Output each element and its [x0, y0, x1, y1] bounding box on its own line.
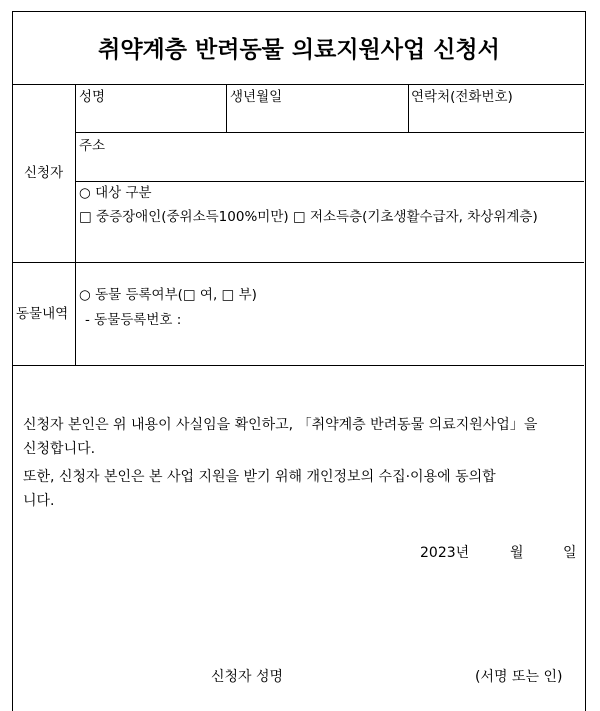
- animal-registration-status: ○ 동물 등록여부(□ 여, □ 부): [79, 287, 257, 303]
- target-category-options: □ 중증장애인(중위소득100%미만) □ 저소득층(기초생활수급자, 차상위계층): [79, 209, 538, 225]
- date-month: 월: [510, 545, 524, 561]
- date-year: 2023년: [420, 545, 470, 561]
- signer-name-label: 신청자 성명: [211, 669, 284, 685]
- animal-divider: [13, 365, 584, 366]
- consent-line-2: 니다.: [23, 493, 55, 509]
- target-category-label: ○ 대상 구분: [79, 185, 152, 201]
- declaration-line-1: 신청자 본인은 위 내용이 사실임을 확인하고, 「취약계층 반려동물 의료지원사업」을: [23, 417, 538, 433]
- label-column-divider: [75, 84, 76, 365]
- contact-column-divider: [408, 84, 409, 132]
- applicant-divider: [13, 262, 584, 263]
- birth-column-divider: [226, 84, 227, 132]
- title-divider: [13, 84, 584, 85]
- date-day: 일: [563, 545, 577, 561]
- row-divider-name: [75, 132, 584, 133]
- row-divider-address: [75, 181, 584, 182]
- animal-section-label: 동물내역: [16, 306, 69, 322]
- name-field-label: 성명: [79, 89, 106, 105]
- application-form: [12, 11, 586, 711]
- address-field-label: 주소: [79, 138, 106, 154]
- animal-registration-number: - 동물등록번호 :: [85, 312, 182, 328]
- consent-line-1: 또한, 신청자 본인은 본 사업 지원을 받기 위해 개인정보의 수집·이용에 동의합: [23, 469, 496, 485]
- contact-field-label: 연락처(전화번호): [411, 89, 513, 105]
- declaration-line-2: 신청합니다.: [23, 441, 96, 457]
- form-title: 취약계층 반려동물 의료지원사업 신청서: [98, 37, 500, 63]
- applicant-section-label: 신청자: [24, 165, 64, 181]
- birth-field-label: 생년월일: [230, 89, 283, 105]
- signature-hint: (서명 또는 인): [475, 669, 563, 685]
